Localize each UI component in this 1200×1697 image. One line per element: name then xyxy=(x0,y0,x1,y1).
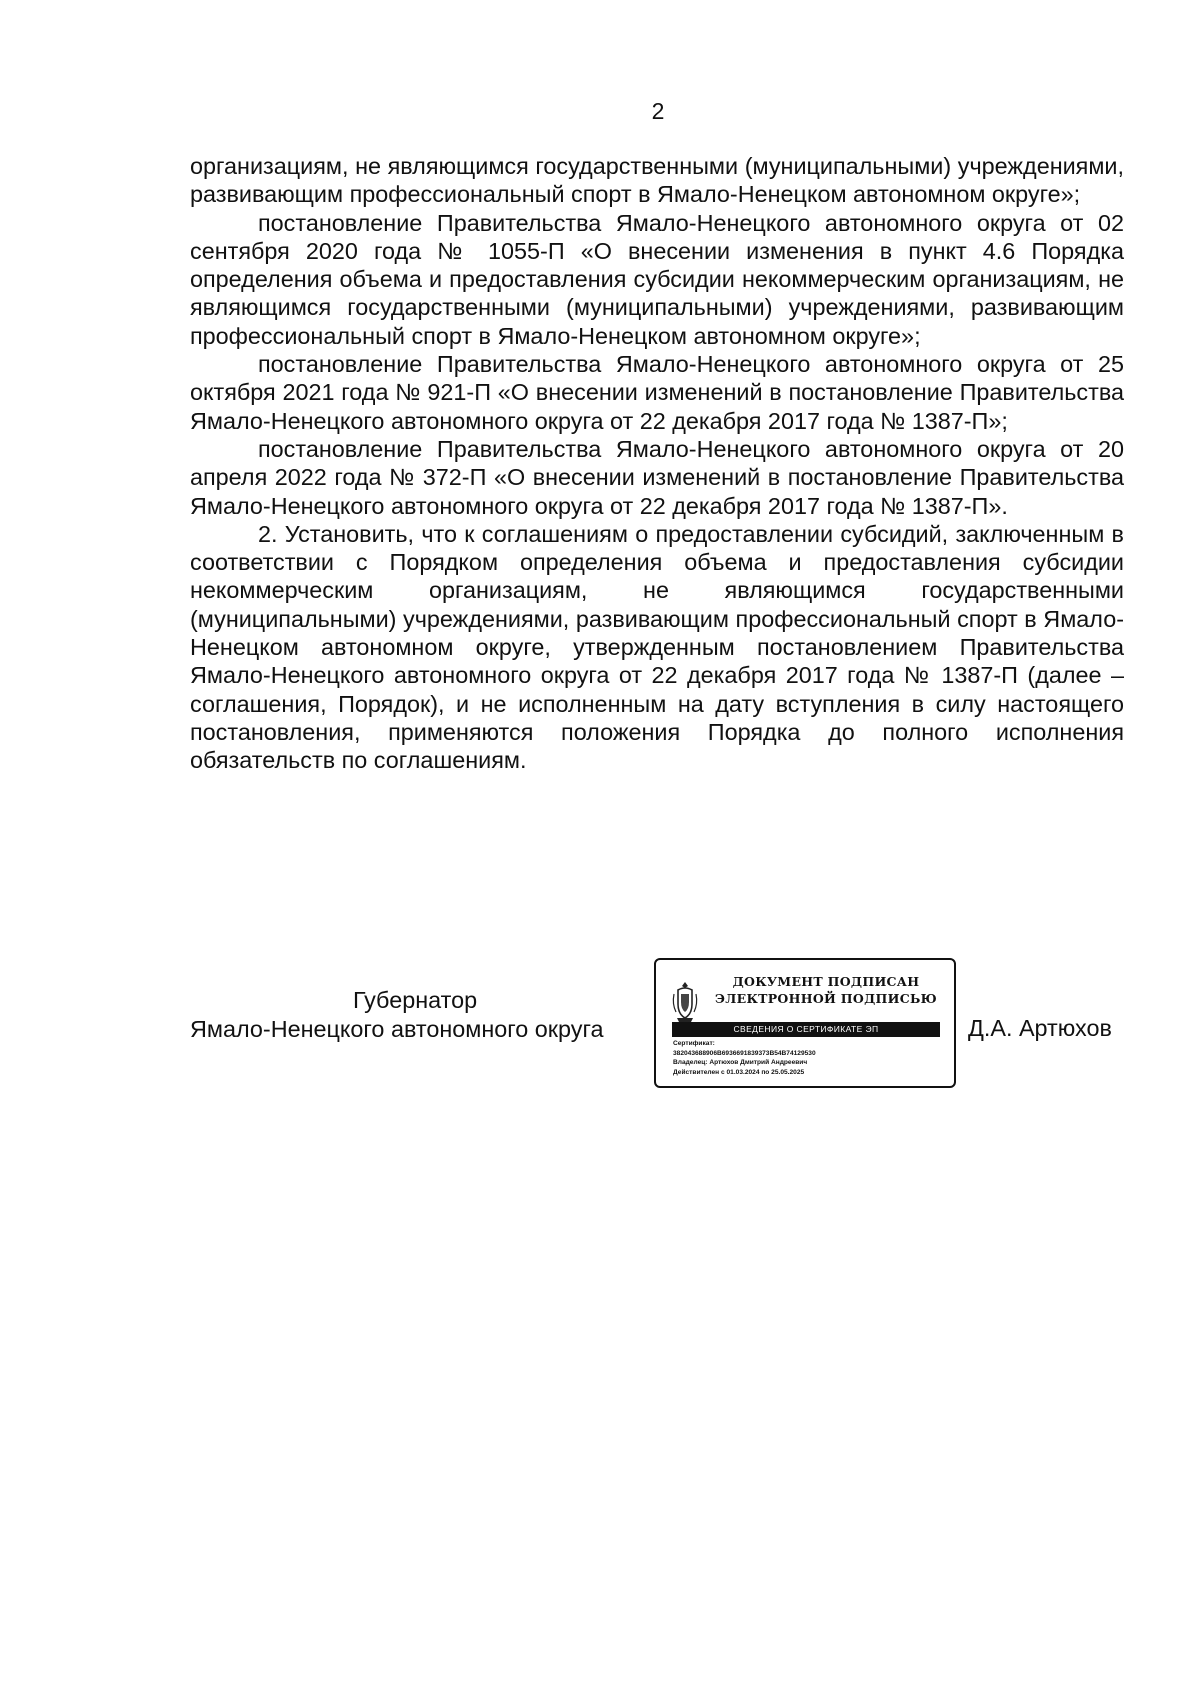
document-body xyxy=(190,152,1124,775)
certificate-validity: Действителен с 01.03.2024 по 25.05.2025 xyxy=(673,1068,805,1076)
coat-of-arms-icon xyxy=(670,980,700,1024)
certificate-owner: Владелец: Артюхов Дмитрий Андреевич xyxy=(673,1059,808,1067)
signatory-position xyxy=(190,986,640,1043)
stamp-certificate-bar: СВЕДЕНИЯ О СЕРТИФИКАТЕ ЭП xyxy=(672,1022,940,1037)
certificate-label: Сертификат: xyxy=(673,1040,715,1047)
body-paragraph: постановление Правительства Ямало-Ненецкого автономного округа от 20 апреля 2022 года № 372-П «О внесении изменений в постановление Правительства Ямало-Ненецкого автономного округа от 22 декабря 2017 года № 1387-П». xyxy=(190,435,1124,519)
body-paragraph: организациям, не являющимся государственными (муниципальными) учреждениями, развивающим профессиональный спорт в Ямало-Ненецком автономном округе»; xyxy=(190,153,1124,208)
body-paragraph: постановление Правительства Ямало-Ненецкого автономного округа от 02 сентября 2020 года № 1055-П «О внесении изменения в пункт 4.6 Порядка определения объема и предоставления субсидии некоммерческим организациям, не являющимся государственными (муниципальными) учреждениями, развивающим профессиональный спорт в Ямало-Ненецком автономном округе»; xyxy=(190,209,1124,349)
body-paragraph: 2. Установить, что к соглашениям о предоставлении субсидий, заключенным в соответствии с Порядком определения объема и предоставления субсидии некоммерческим организациям, не являющимся государственными (муниципальными) учреждениями, развивающим профессиональный спорт в Ямало-Ненецком автономном округе, утвержденным постановлением Правительства Ямало-Ненецкого автономного округа от 22 декабря 2017 года № 1387-П (далее – соглашения, Порядок), и не исполненным на дату вступления в силу настоящего постановления, применяются положения Порядка до полного исполнения обязательств по соглашениям. xyxy=(190,520,1124,774)
signatory-region: Ямало-Ненецкого автономного округа xyxy=(190,1015,604,1042)
electronic-signature-stamp xyxy=(654,958,956,1088)
certificate-number: 382043688906B6936691839373B54B74129530 xyxy=(673,1049,816,1057)
stamp-title: ДОКУМЕНТ ПОДПИСАН ЭЛЕКТРОННОЙ ПОДПИСЬЮ xyxy=(715,974,937,1006)
stamp-certificate-details xyxy=(673,1039,949,1077)
page-number: 2 xyxy=(651,98,665,124)
body-paragraph: постановление Правительства Ямало-Ненецкого автономного округа от 25 октября 2021 года № 921-П «О внесении изменений в постановление Правительства Ямало-Ненецкого автономного округа от 22 декабря 2017 года № 1387-П»; xyxy=(190,351,1124,434)
signatory-name: Д.А. Артюхов xyxy=(968,1015,1112,1041)
signatory-title: Губернатор xyxy=(353,987,478,1013)
